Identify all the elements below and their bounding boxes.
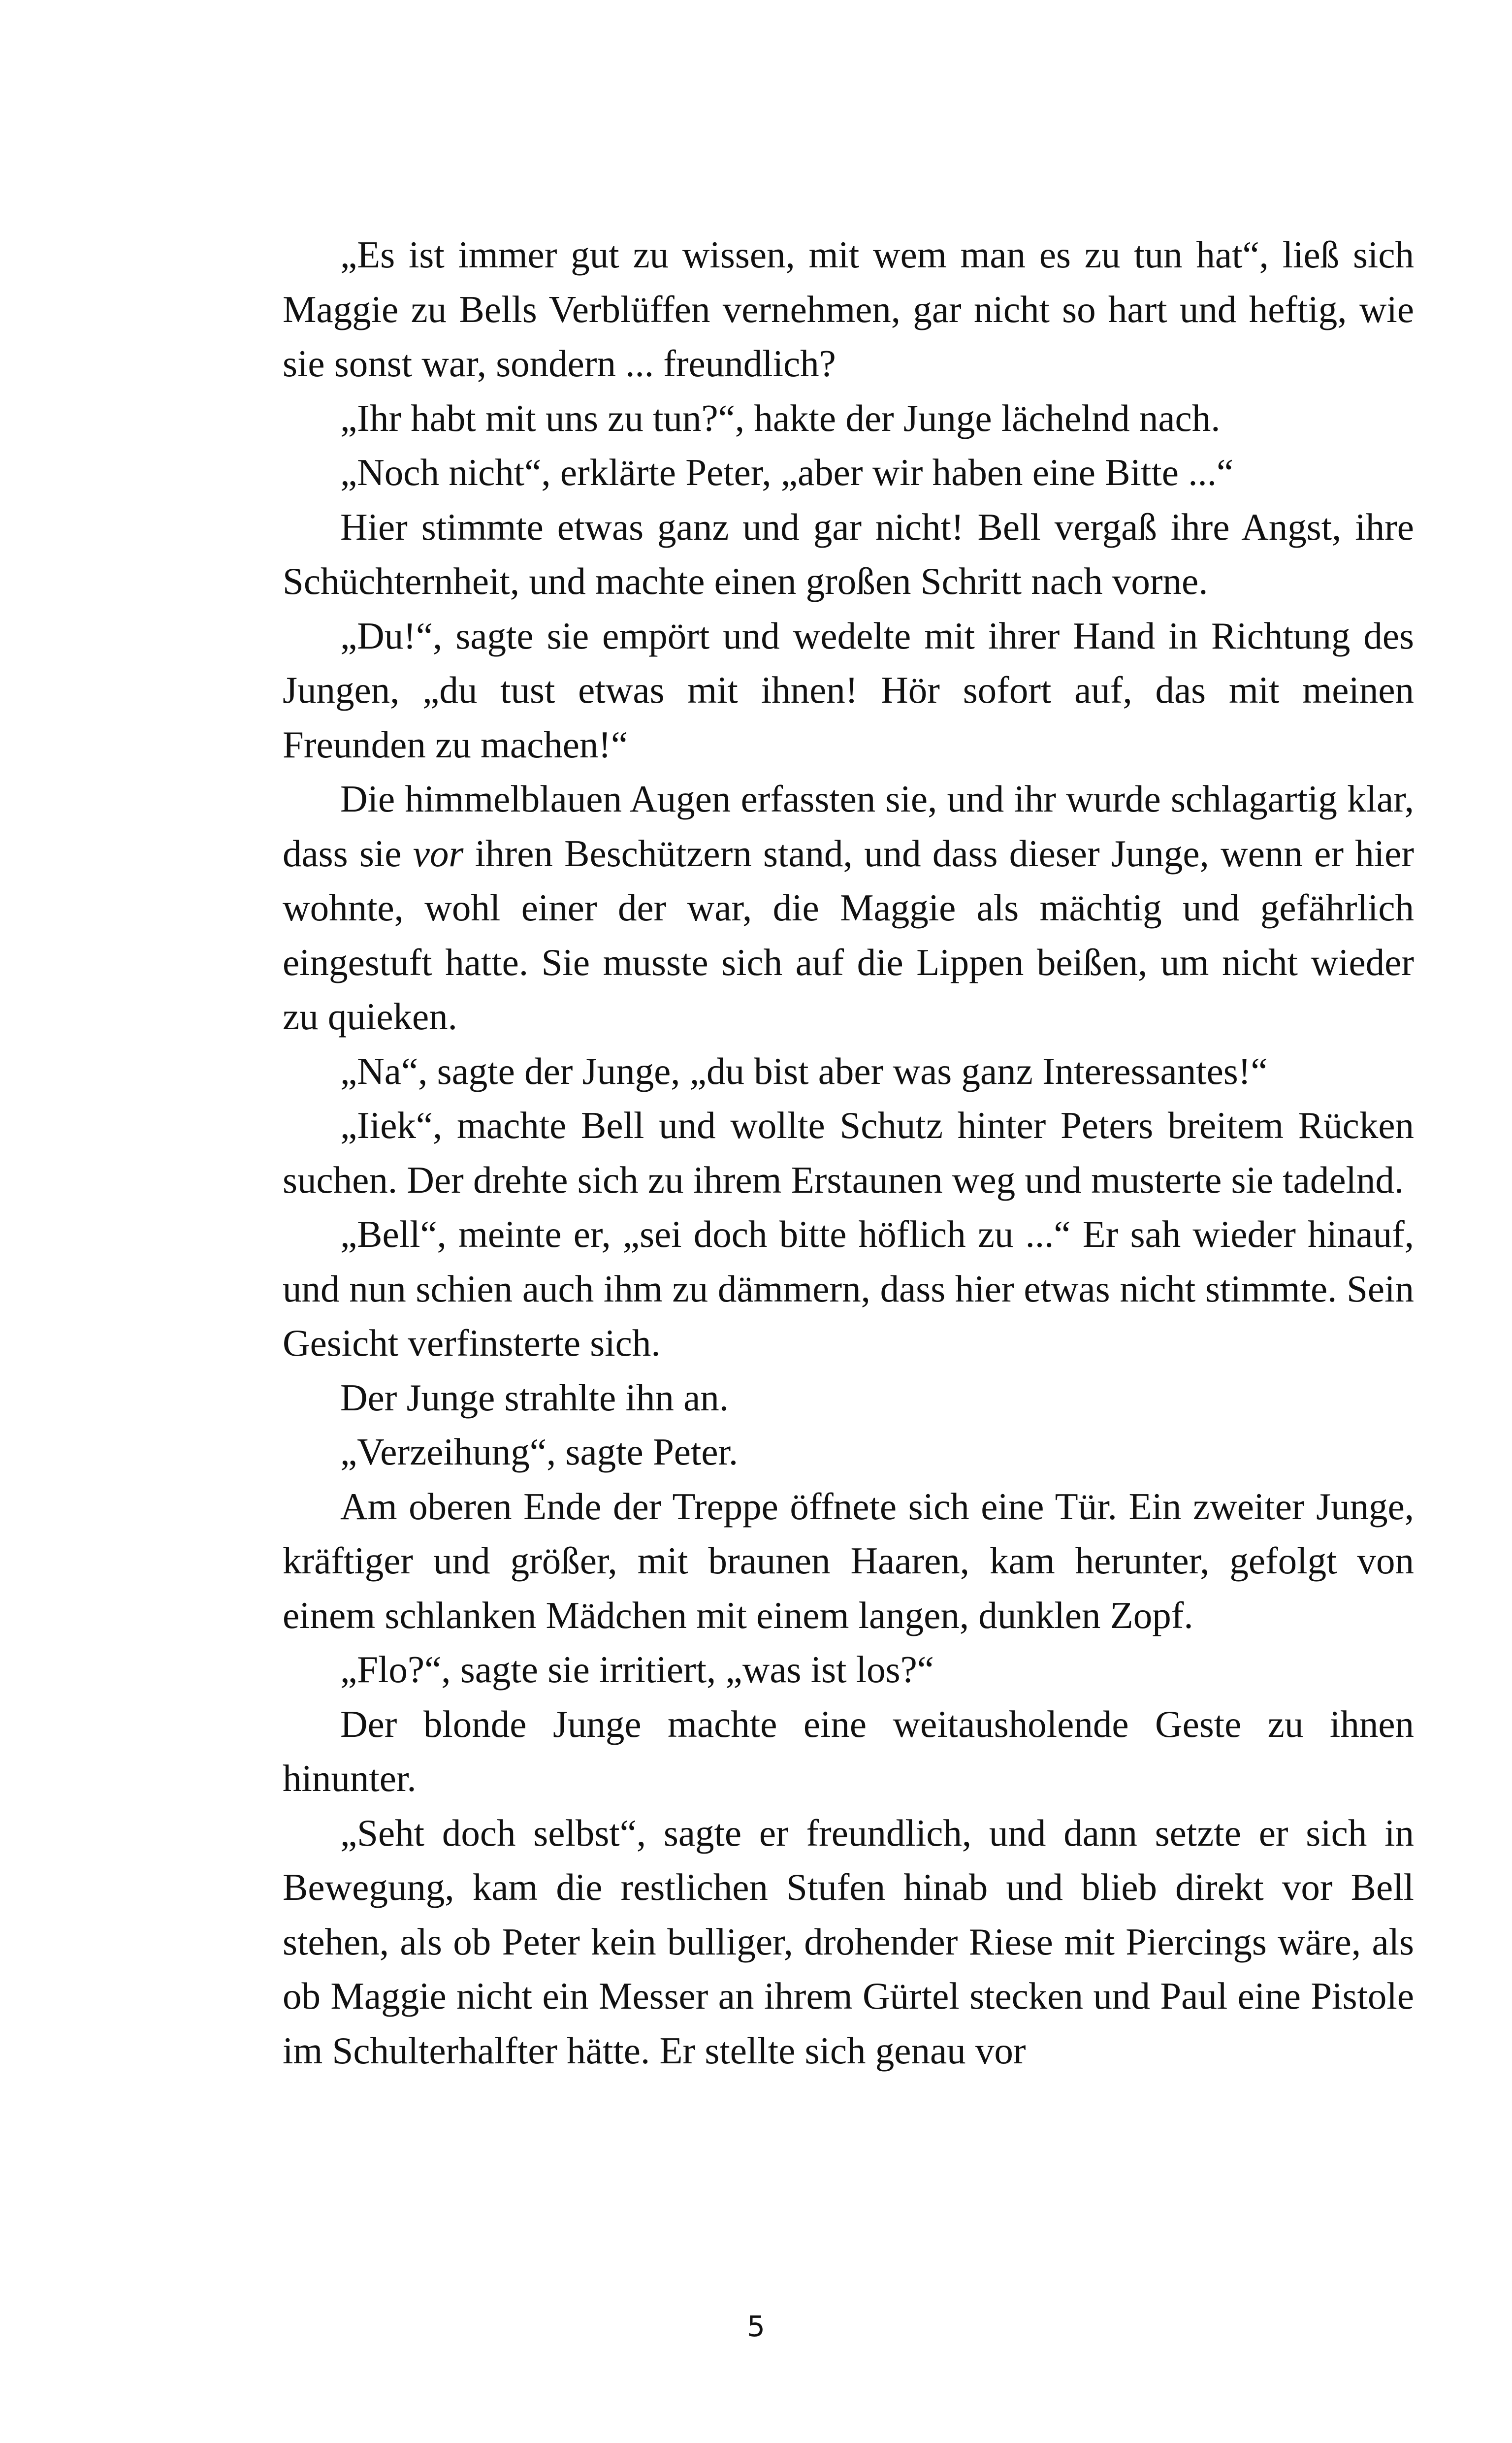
page-number <box>105 2310 1512 2343</box>
paragraph: „Bell“, meinte er, „sei doch bitte höflich zu ...“ Er sah wieder hinauf, und nun schien auch ihm zu dämmern, dass hier etwas nicht stimmte. Sein Gesicht verfinsterte sich. <box>283 1213 1414 1364</box>
paragraph: „Es ist immer gut zu wissen, mit wem man es zu tun hat“, ließ sich Maggie zu Bells Verblüffen vernehmen, gar nicht so hart und heftig, wie sie sonst war, sondern ... freundlich? <box>283 233 1414 385</box>
paragraph: „Seht doch selbst“, sagte er freundlich, und dann setzte er sich in Bewegung, kam die restlichen Stufen hinab und blieb direkt vor Bell stehen, als ob Peter kein bulliger, drohender Riese mit Piercings wäre, als ob Maggie nicht ein Messer an ihrem Gürtel stecken und Paul eine Pistole im Schulterhalfter hätte. Er stellte sich genau vor <box>283 1811 1414 2072</box>
paragraph: „Verzeihung“, sagte Peter. <box>340 1431 739 1473</box>
paragraph <box>283 772 1414 1044</box>
paragraph: „Flo?“, sagte sie irritiert, „was ist los?“ <box>340 1648 934 1691</box>
paragraph: Der blonde Junge machte eine weitausholende Geste zu ihnen hinunter. <box>283 1702 1414 1799</box>
paragraph-text: ihren Beschützern stand, und dass dieser Junge, wenn er hier wohnte, wohl einer der war, die Maggie als mächtig und gefährlich eingestuft hatte. Sie musste sich auf die Lippen beißen, um nicht wieder zu quieken. <box>283 832 1414 1038</box>
paragraph: Hier stimmte etwas ganz und gar nicht! Bell vergaß ihre Angst, ihre Schüchternheit, und machte einen großen Schritt nach vorne. <box>283 505 1414 602</box>
paragraph-text: Die himmelblauen Augen erfassten sie, und ihr wurde schlagartig klar, dass sie <box>283 778 1414 875</box>
paragraph: Am oberen Ende der Treppe öffnete sich eine Tür. Ein zweiter Junge, kräftiger und größer, mit braunen Haaren, kam herunter, gefolgt von einem schlanken Mädchen mit einem langen, dunklen Zopf. <box>283 1485 1414 1636</box>
paragraph: „Noch nicht“, erklärte Peter, „aber wir haben eine Bitte ...“ <box>340 451 1234 493</box>
page-number-text: 5 <box>747 2310 765 2343</box>
body-text <box>283 228 1414 2078</box>
paragraph: „Ihr habt mit uns zu tun?“, hakte der Junge lächelnd nach. <box>340 396 1221 439</box>
paragraph: „Du!“, sagte sie empört und wedelte mit ihrer Hand in Richtung des Jungen, „du tust etwas mit ihnen! Hör sofort auf, das mit meinen Freunden zu machen!“ <box>283 614 1414 766</box>
emphasized-word: vor <box>413 832 464 875</box>
paragraph: „Iiek“, machte Bell und wollte Schutz hinter Peters breitem Rücken suchen. Der drehte sich zu ihrem Erstaunen weg und musterte sie tadelnd. <box>283 1104 1414 1201</box>
paragraph: Der Junge strahlte ihn an. <box>340 1376 729 1419</box>
paragraph: „Na“, sagte der Junge, „du bist aber was ganz Interessantes!“ <box>340 1049 1268 1092</box>
